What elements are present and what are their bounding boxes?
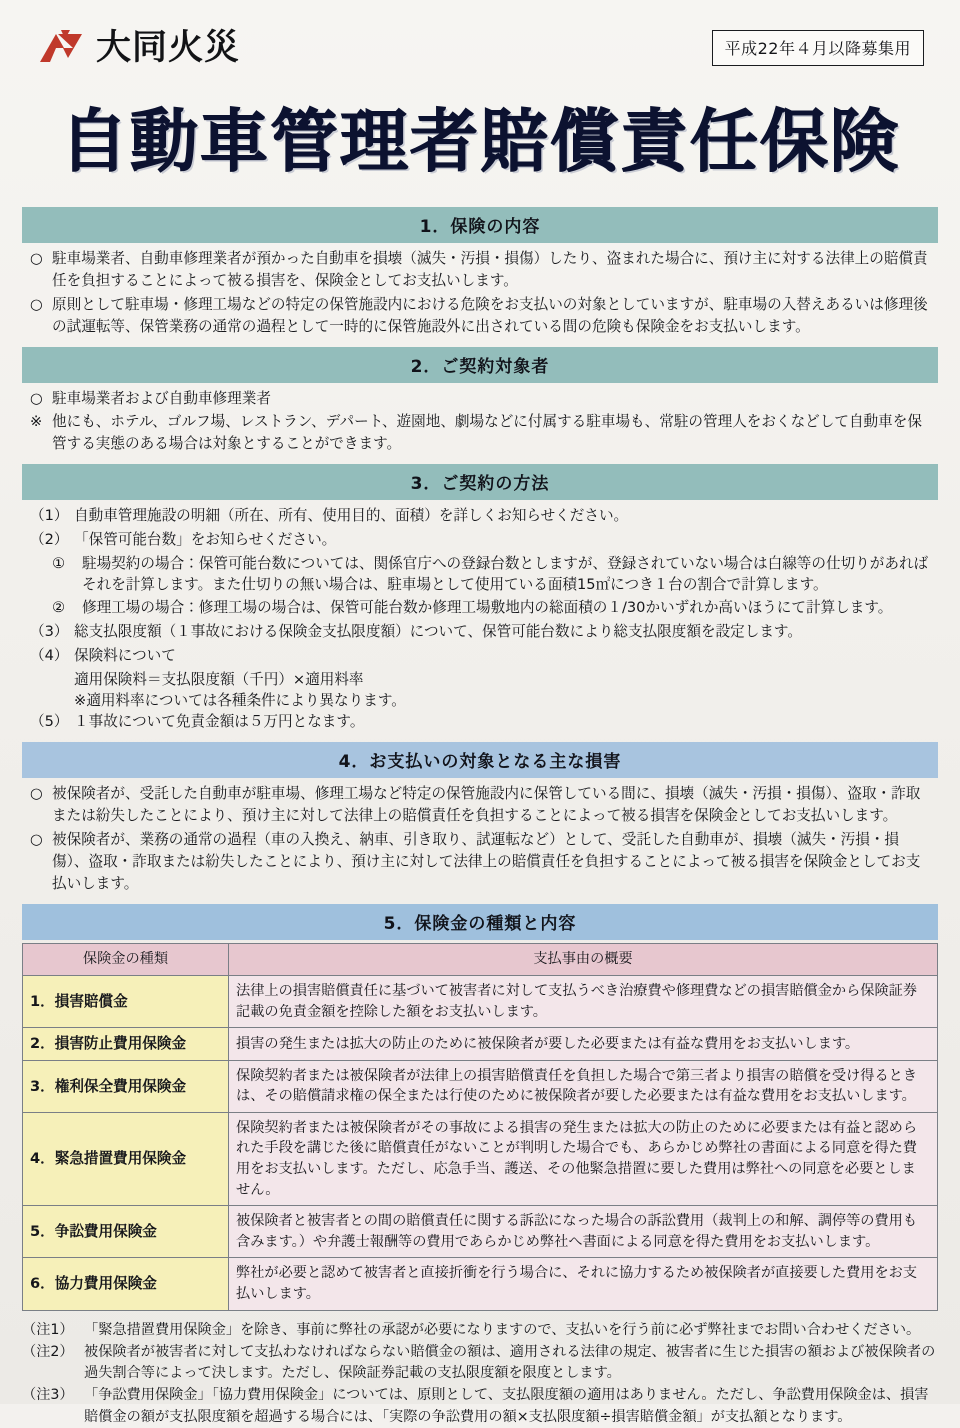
footnote [22, 1320, 938, 1341]
daido-triangle-logo-icon [38, 28, 84, 68]
section-body-4 [22, 778, 938, 903]
list-item [30, 388, 932, 410]
table-row [23, 1112, 938, 1205]
footnotes [22, 1320, 938, 1428]
cell-desc: 被保険者と被害者との間の賠償責任に関する訴訟になった場合の訴訟費用（裁判上の和解、調停等の費用も含みます。）や弁護士報酬等の費用であらかじめ弊社へ書面による同意を得た費用をお支払いします。 [229, 1206, 938, 1258]
footnote-label: （注1） [22, 1321, 74, 1338]
list-item [30, 248, 932, 292]
list-item-text: 自動車管理施設の明細（所在、所有、使用目的、面積）を詳しくお知らせください。 [74, 507, 629, 525]
cell-desc: 法律上の損害賠償責任に基づいて被害者に対して支払うべき治療費や修理費などの損害賠償金から保険証券記載の免責金額を控除した額をお支払いします。 [229, 976, 938, 1028]
section-body-2 [22, 383, 938, 465]
cell-kind: 3．権利保全費用保険金 [23, 1060, 229, 1112]
footnote-text: 「争訟費用保険金」「協力費用保険金」については、原則として、支払限度額の適用はありません。ただし、争訟費用保険金は、損害賠償金の額が支払限度額を超過する場合には、「実際の争訟費用の額×支払限度額÷損害賠償金額」が支払額となります。 [84, 1387, 929, 1425]
bullet-mark: ※ [30, 413, 43, 431]
period-note: 平成22年４月以降募集用 [712, 30, 924, 66]
footnote [22, 1342, 938, 1385]
table-row [23, 1206, 938, 1258]
table-row [23, 1028, 938, 1060]
table-row [23, 976, 938, 1028]
footnote-label: （注3） [22, 1387, 74, 1404]
company-name: 大同火災 [96, 27, 241, 68]
column-header-kind: 保険金の種類 [23, 943, 229, 976]
cell-desc: 保険契約者または被保険者が法律上の損害賠償責任を負担した場合で第三者より損害の賠償を受け得るときは、その賠償請求権の保全または行使のために被保険者が要した必要または有益な費用をお支払いします。 [229, 1060, 938, 1112]
list-item [30, 294, 932, 338]
insurance-kinds-table [22, 943, 938, 1311]
bullet-mark: ○ [30, 830, 43, 848]
footnote-label: （注2） [22, 1343, 74, 1360]
bullet-mark: ○ [30, 389, 43, 407]
item-number: （2） [30, 531, 69, 549]
page-title: 自動車管理者賠償責任保険 [59, 103, 900, 182]
item-number: （5） [30, 713, 69, 731]
list-item [30, 645, 932, 667]
table-row [23, 1060, 938, 1112]
footnote-text: 被保険者が被害者に対して支払わなければならない賠償金の額は、適用される法律の規定、被害者に生じた損害の額および被保険者の過失割合等によって決します。ただし、保険証券記載の支払限度額を限度とします。 [84, 1343, 936, 1382]
cell-kind: 1．損害賠償金 [23, 976, 229, 1028]
cell-desc: 保険契約者または被保険者がその事故による損害の発生または拡大の防止のために必要または有益と認められた手段を講じた後に賠償責任がないことが判明した場合でも、あらかじめ弊社の書面による同意を得た費用をお支払いします。ただし、応急手当、護送、その他緊急措置に要した費用は弊社への同意を必要としません。 [229, 1112, 938, 1205]
section-heading-4: 4．お支払いの対象となる主な損害 [22, 742, 938, 778]
cell-kind: 4．緊急措置費用保険金 [23, 1112, 229, 1205]
list-item-text: 保険料について [74, 647, 176, 665]
list-item [30, 529, 932, 551]
item-number: （1） [30, 507, 69, 525]
list-item-text: 他にも、ホテル、ゴルフ場、レストラン、デパート、遊園地、劇場などに付属する駐車場も、常駐の管理人をおくなどして自動車を保管する実態のある場合は対象とすることができます。 [52, 413, 922, 453]
sub-list-item-text: 駐場契約の場合：保管可能台数については、関係官庁への登録台数としますが、登録されていない場合は白線等の仕切りがあればそれを計算します。また仕切りの無い場合は、駐車場として使用ている面積15㎡につき１台の割合で計算します。 [82, 555, 929, 594]
table-row [23, 1258, 938, 1310]
list-item [30, 411, 932, 455]
bullet-mark: ○ [30, 250, 43, 267]
footnote-text: 「緊急措置費用保険金」を除き、事前に弊社の承認が必要になりますので、支払いを行う前に必ず弊社までお問い合わせください。 [84, 1321, 921, 1338]
list-item-text: １事故について免責金額は５万円となます。 [74, 713, 365, 731]
list-item-text: 総支払限度額（１事故における保険金支払限度額）について、保管可能台数により総支払限度額を設定します。 [74, 623, 802, 641]
footnote [22, 1385, 938, 1428]
list-item [30, 829, 932, 895]
cell-kind: 6．協力費用保険金 [23, 1258, 229, 1310]
section-heading-2: 2．ご契約対象者 [22, 347, 938, 383]
list-item [30, 621, 932, 643]
item-number: （4） [30, 647, 69, 665]
cell-desc: 弊社が必要と認めて被害者と直接折衝を行う場合に、それに協力するため被保険者が直接要した費用をお支払いします。 [229, 1258, 938, 1310]
list-item-text: 原則として駐車場・修理工場などの特定の保管施設内における危険をお支払いの対象としていますが、駐車場の入替えあるいは修理後の試運転等、保管業務の通常の過程として一時的に保管施設外に出されている間の危険も保険金をお支払いします。 [52, 295, 928, 335]
sub-list-item [30, 553, 932, 595]
sub-list-item-text: 修理工場の場合：修理工場の場合は、保管可能台数か修理工場敷地内の総面積の１/30かいずれか高いほうにて計算します。 [82, 599, 893, 617]
list-item-text: 「保管可能台数」をお知らせください。 [74, 531, 337, 549]
item-circled-number: ① [52, 555, 66, 573]
section-body-1 [22, 243, 938, 347]
table-header-row [23, 943, 938, 976]
section-heading-3: 3．ご契約の方法 [22, 464, 938, 500]
cell-kind: 2．損害防止費用保険金 [23, 1028, 229, 1060]
item-number: （3） [30, 623, 69, 641]
list-item-text: 被保険者が、受託した自動車が駐車場、修理工場など特定の保管施設内に保管している間に、損壊（滅失・汚損・損傷）、盗取・詐取または紛失したことにより、預け主に対して法律上の賠償責任を負担することによって被る損害を保険金としてお支払いします。 [52, 785, 921, 825]
list-item [30, 505, 932, 527]
column-header-desc: 支払事由の概要 [229, 943, 938, 976]
company-logo [38, 28, 240, 68]
list-item-text: 被保険者が、業務の通常の過程（車の入換え、納車、引き取り、試運転など）として、受託した自動車が、損壊（滅失・汚損・損傷）、盗取・詐取または紛失したことにより、預け主に対して法律上の賠償責任を負担することによって被る損害を保険金としてお支払いします。 [52, 830, 921, 892]
bullet-mark: ○ [30, 295, 43, 313]
section-body-3 [22, 500, 938, 742]
list-item-text: 駐車場業者および自動車修理業者 [52, 389, 271, 407]
cell-desc: 損害の発生または拡大の防止のために被保険者が要した必要または有益な費用をお支払いします。 [229, 1028, 938, 1060]
sub-list-item [30, 597, 932, 619]
list-item [30, 711, 932, 733]
section-heading-1: 1．保険の内容 [22, 207, 938, 243]
cell-kind: 5．争訟費用保険金 [23, 1206, 229, 1258]
list-item [30, 783, 932, 827]
list-item-text: 駐車場業者、自動車修理業者が預かった自動車を損壊（滅失・汚損・損傷）したり、盗まれた場合に、預け主に対する法律上の賠償責任を負担することによって被る損害を、保険金としてお支払いします。 [52, 250, 928, 289]
bullet-mark: ○ [30, 785, 43, 803]
list-item-continuation: 適用保険料＝支払限度額（千円）×適用料率 [74, 671, 364, 688]
item-circled-number: ② [52, 599, 66, 617]
list-item-continuation: ※適用料率については各種条件により異なります。 [74, 692, 406, 710]
document-header [22, 0, 938, 68]
section-heading-5: 5．保険金の種類と内容 [22, 904, 938, 940]
